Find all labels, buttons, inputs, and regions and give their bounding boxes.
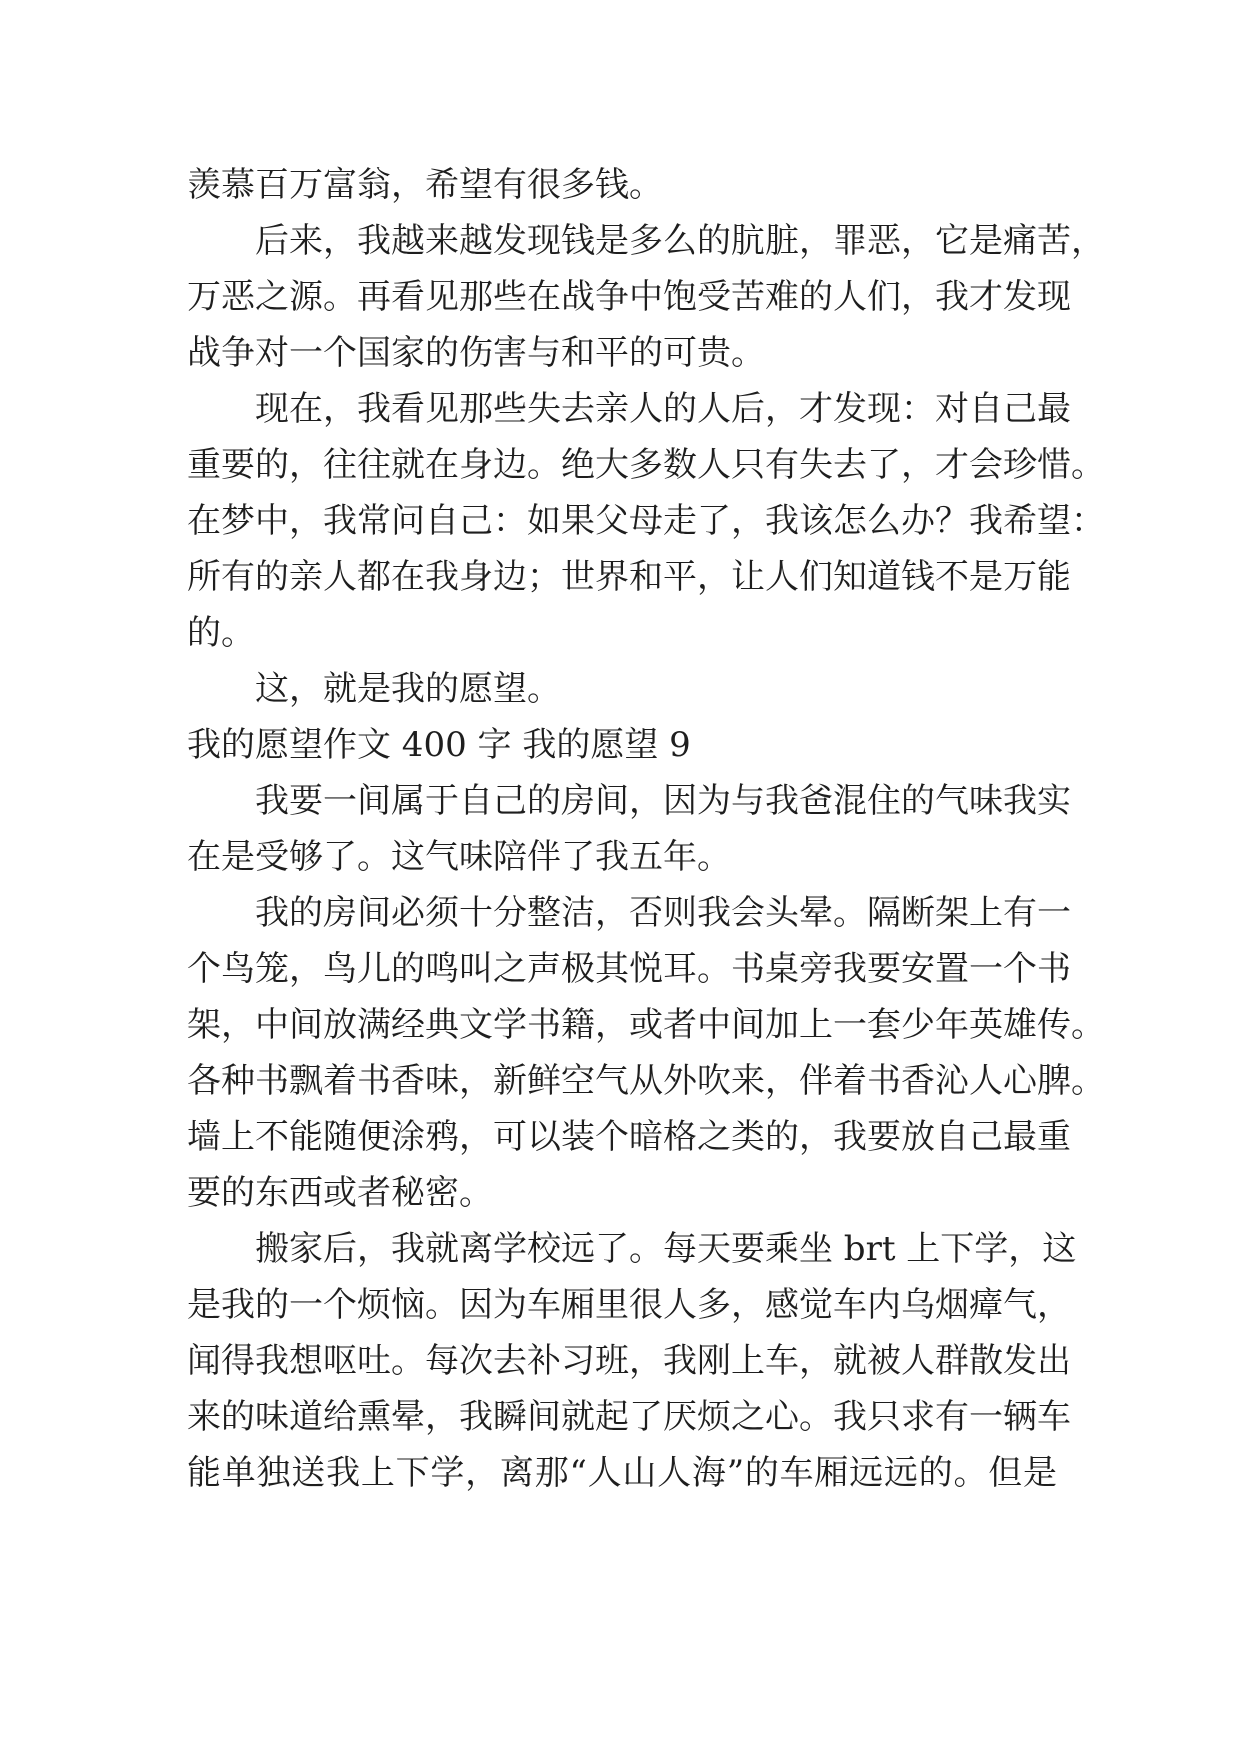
text-line: 能单独送我上下学，离那“人山人海”的车厢远远的。但是	[187, 1453, 1057, 1493]
text-line: 后来，我越来越发现钱是多么的肮脏，罪恶，它是痛苦，	[255, 221, 1105, 261]
text-line: 我要一间属于自己的房间，因为与我爸混住的气味我实	[255, 781, 1071, 821]
text-line: 战争对一个国家的伤害与和平的可贵。	[187, 333, 765, 373]
text-line: 要的东西或者秘密。	[187, 1173, 493, 1213]
text-line: 墙上不能随便涂鸦，可以装个暗格之类的，我要放自己最重	[187, 1117, 1071, 1157]
document-body	[187, 157, 1105, 1501]
text-line: 万恶之源。再看见那些在战争中饱受苦难的人们，我才发现	[187, 277, 1071, 317]
text-line: 来的味道给熏晕，我瞬间就起了厌烦之心。我只求有一辆车	[187, 1397, 1071, 1437]
text-line: 个鸟笼，鸟儿的鸣叫之声极其悦耳。书桌旁我要安置一个书	[187, 949, 1071, 989]
section-heading: 我的愿望作文 400 字 我的愿望 9	[187, 725, 691, 765]
text-line: 现在，我看见那些失去亲人的人后，才发现：对自己最	[255, 389, 1071, 429]
text-line: 我的房间必须十分整洁，否则我会头晕。隔断架上有一	[255, 893, 1071, 933]
text-line: 搬家后，我就离学校远了。每天要乘坐 brt 上下学，这	[255, 1229, 1077, 1269]
text-line: 各种书飘着书香味，新鲜空气从外吹来，伴着书香沁人心脾。	[187, 1061, 1105, 1101]
text-line: 是我的一个烦恼。因为车厢里很人多，感觉车内乌烟瘴气，	[187, 1285, 1071, 1325]
text-line: 的。	[187, 613, 255, 653]
text-line: 在是受够了。这气味陪伴了我五年。	[187, 837, 731, 877]
text-line: 重要的，往往就在身边。绝大多数人只有失去了，才会珍惜。	[187, 445, 1105, 485]
text-line: 架，中间放满经典文学书籍，或者中间加上一套少年英雄传。	[187, 1005, 1105, 1045]
text-line: 闻得我想呕吐。每次去补习班，我刚上车，就被人群散发出	[187, 1341, 1071, 1381]
text-line: 在梦中，我常问自己：如果父母走了，我该怎么办？我希望：	[187, 501, 1105, 541]
text-line: 所有的亲人都在我身边；世界和平，让人们知道钱不是万能	[187, 557, 1071, 597]
text-line: 这，就是我的愿望。	[255, 669, 561, 709]
text-line: 羡慕百万富翁，希望有很多钱。	[187, 165, 663, 205]
